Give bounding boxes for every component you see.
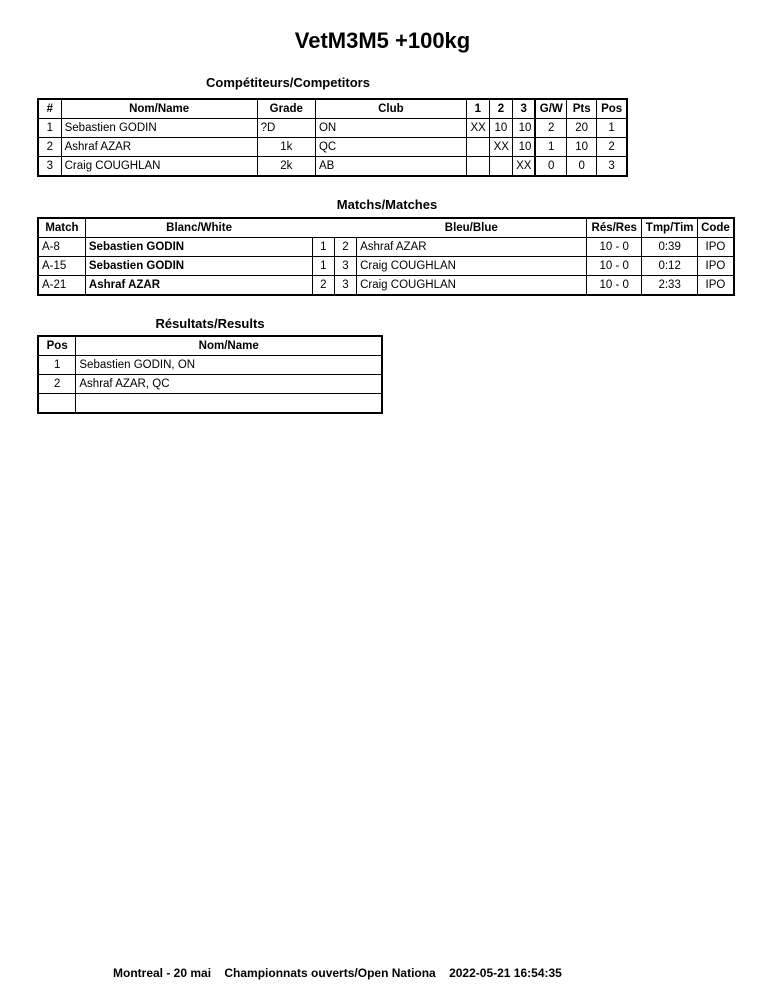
col-header-grade: Grade (257, 99, 315, 119)
col-header-blue: Bleu/Blue (357, 218, 587, 238)
match-result: 10 - 0 (586, 257, 641, 276)
competitors-table (37, 98, 628, 177)
competitor-name: Ashraf AZAR (61, 138, 257, 157)
match-id: A-15 (38, 257, 85, 276)
competitor-pos: 3 (597, 157, 627, 177)
col-header-pts: Pts (567, 99, 597, 119)
table-row (38, 138, 627, 157)
score-m3: 10 (512, 138, 535, 157)
competitors-section-title: Compétiteurs/Competitors (206, 75, 370, 90)
page-title: VetM3M5 +100kg (294, 28, 471, 53)
col-header-pos: Pos (597, 99, 627, 119)
col-header-m2: 2 (489, 99, 512, 119)
col-header-pos: Pos (38, 336, 76, 356)
result-name: Ashraf AZAR, QC (76, 375, 382, 394)
col-header-m1: 1 (466, 99, 489, 119)
competitor-club: QC (315, 138, 466, 157)
white-num: 2 (312, 276, 334, 296)
score-m1 (466, 138, 489, 157)
competitor-pts: 10 (567, 138, 597, 157)
blue-num: 2 (334, 238, 356, 257)
competitor-club: AB (315, 157, 466, 177)
results-header-row (38, 336, 382, 356)
competitor-gw: 0 (535, 157, 566, 177)
matches-header-row (38, 218, 734, 238)
matches-table (37, 217, 735, 296)
col-header-m3: 3 (512, 99, 535, 119)
col-header-num: # (38, 99, 61, 119)
footer-timestamp: 2022-05-21 16:54:35 (449, 966, 562, 980)
matches-section-title: Matchs/Matches (336, 197, 438, 212)
match-time: 0:12 (642, 257, 697, 276)
col-header-name: Nom/Name (61, 99, 257, 119)
footer (113, 966, 572, 980)
result-name: Sebastien GODIN, ON (76, 356, 382, 375)
table-row (38, 119, 627, 138)
results-section-title: Résultats/Results (155, 316, 265, 331)
score-m2 (489, 157, 512, 177)
competitor-club: ON (315, 119, 466, 138)
result-pos: 2 (38, 375, 76, 394)
table-row (38, 238, 734, 257)
col-header-white: Blanc/White (85, 218, 312, 238)
footer-location: Montreal - 20 mai (113, 966, 212, 980)
table-row (38, 157, 627, 177)
competitor-name: Craig COUGHLAN (61, 157, 257, 177)
col-header-res: Rés/Res (586, 218, 641, 238)
white-competitor: Sebastien GODIN (85, 238, 312, 257)
score-m2: XX (489, 138, 512, 157)
score-m1: XX (466, 119, 489, 138)
match-id: A-8 (38, 238, 85, 257)
table-row (38, 394, 382, 414)
result-name (76, 394, 382, 414)
col-header-name: Nom/Name (76, 336, 382, 356)
competitor-pos: 2 (597, 138, 627, 157)
competitor-gw: 2 (535, 119, 566, 138)
competitor-grade: 1k (257, 138, 315, 157)
white-num: 1 (312, 238, 334, 257)
score-m3: 10 (512, 119, 535, 138)
col-header-code: Code (697, 218, 734, 238)
score-m2: 10 (489, 119, 512, 138)
competitor-gw: 1 (535, 138, 566, 157)
competitor-pts: 20 (567, 119, 597, 138)
score-m1 (466, 157, 489, 177)
match-time: 0:39 (642, 238, 697, 257)
white-competitor: Ashraf AZAR (85, 276, 312, 296)
table-row (38, 356, 382, 375)
competitor-grade: 2k (257, 157, 315, 177)
col-header-time: Tmp/Tim (642, 218, 697, 238)
blue-competitor: Craig COUGHLAN (357, 276, 587, 296)
competitor-num: 2 (38, 138, 61, 157)
results-table (37, 335, 383, 414)
score-m3: XX (512, 157, 535, 177)
table-row (38, 257, 734, 276)
table-row (38, 375, 382, 394)
col-header-gw: G/W (535, 99, 566, 119)
blue-competitor: Ashraf AZAR (357, 238, 587, 257)
footer-event: Championnats ouverts/Open Nationa (224, 966, 436, 980)
competitor-num: 3 (38, 157, 61, 177)
match-result: 10 - 0 (586, 276, 641, 296)
competitor-name: Sebastien GODIN (61, 119, 257, 138)
blue-num: 3 (334, 257, 356, 276)
table-row (38, 276, 734, 296)
competitor-num: 1 (38, 119, 61, 138)
result-pos: 1 (38, 356, 76, 375)
match-code: IPO (697, 238, 734, 257)
match-time: 2:33 (642, 276, 697, 296)
competitors-header-row (38, 99, 627, 119)
blue-num: 3 (334, 276, 356, 296)
match-id: A-21 (38, 276, 85, 296)
white-num: 1 (312, 257, 334, 276)
competitor-grade: ?D (257, 119, 315, 138)
competitor-pts: 0 (567, 157, 597, 177)
match-code: IPO (697, 276, 734, 296)
col-header-match: Match (38, 218, 85, 238)
result-pos (38, 394, 76, 414)
match-result: 10 - 0 (586, 238, 641, 257)
col-header-club: Club (315, 99, 466, 119)
white-competitor: Sebastien GODIN (85, 257, 312, 276)
blue-competitor: Craig COUGHLAN (357, 257, 587, 276)
match-code: IPO (697, 257, 734, 276)
competitor-pos: 1 (597, 119, 627, 138)
